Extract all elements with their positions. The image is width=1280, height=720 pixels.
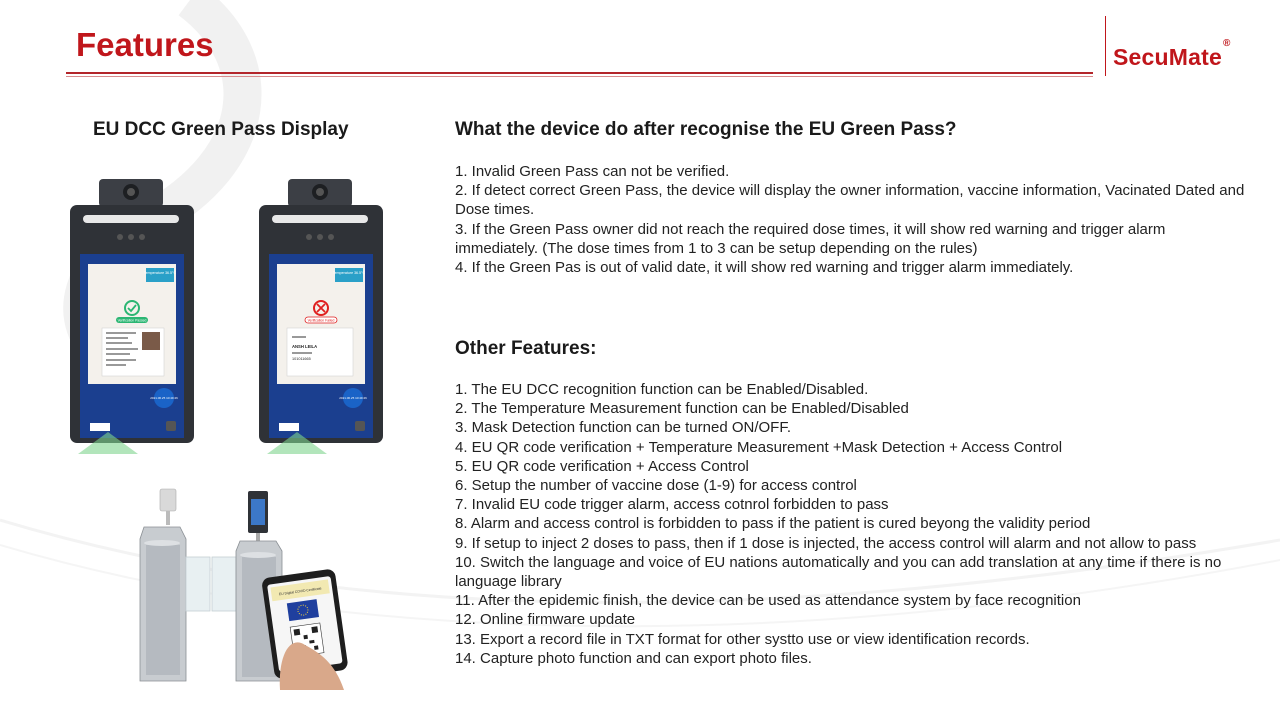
valid-time-text: 2021.06.25 10:49:46 [150,396,178,400]
list-item: 1. Invalid Green Pass can not be verified. [455,163,730,180]
after-recognition-list [455,162,1245,277]
page-title: Features [76,26,214,63]
invalid-temp-badge: Temperature 36.5°C [332,271,366,275]
valid-temp-badge: Temperature 36.5°C [143,271,177,275]
invalid-name-text: ANSH LEILA [292,344,318,349]
turnstile-phone-image [130,485,370,690]
section-other-features-heading: Other Features: [455,338,597,359]
list-item: 6. Setup the number of vaccine dose (1-9) for access control [455,477,857,495]
title-underline [66,72,1093,74]
section-after-recognition-heading: What the device do after recognise the EU Green Pass? [455,119,957,140]
list-item: 4. If the Green Pas is out of valid date, it will show red warning and trigger alarm immediately. [455,259,1074,277]
other-features-list [455,380,1245,668]
list-item: 2. The Temperature Measurement function can be Enabled/Disabled [455,400,909,418]
list-item: 5. EU QR code verification + Access Control [455,457,749,475]
phone-pass-title: EU Digital COVID Certificate [278,586,322,597]
title-underline-thin [66,76,1093,77]
invalid-status-text: Verification Failed [307,318,335,323]
list-item: 8. Alarm and access control is forbidden to pass if the patient is cured beyong the validity period [455,515,1091,533]
invalid-id-text: 101011665 [292,357,311,361]
list-item: 3. If the Green Pass owner did not reach the required dose times, it will show red warning and trigger alarm immediately. (The dose times from 1 to 3 can be setup depending on the rules) [455,220,1166,257]
list-item: 1. The EU DCC recognition function can be Enabled/Disabled. [455,381,869,398]
logo-divider [1105,16,1106,76]
device-invalid-pass-image [257,176,385,454]
list-item: 9. If setup to inject 2 doses to pass, then if 1 dose is injected, the access control will alarm and not allow to pass [455,534,1197,552]
list-item: 11. After the epidemic finish, the device can be used as attendance system by face recognition [455,592,1081,610]
list-item: 7. Invalid EU code trigger alarm, access cotnrol forbidden to pass [455,496,889,514]
device-valid-pass-image [68,176,196,454]
list-item: 10. Switch the language and voice of EU nations automatically and you can add translation at any time if there is no language library [455,553,1222,591]
valid-status-text: Verification Passed [117,318,147,323]
invalid-time-text: 2021.06.25 10:49:46 [339,396,367,400]
list-item: 14. Capture photo function and can export photo files. [455,649,812,667]
brand-logo: SecuMate® [1113,38,1231,70]
list-item: 13. Export a record file in TXT format for other systto use or view identification records. [455,630,1030,648]
list-item: 12. Online firmware update [455,611,636,629]
green-pass-display-heading: EU DCC Green Pass Display [93,119,349,140]
list-item: 4. EU QR code verification + Temperature Measurement +Mask Detection + Access Control [455,438,1063,456]
list-item: 3. Mask Detection function can be turned ON/OFF. [455,419,791,437]
list-item: 2. If detect correct Green Pass, the device will display the owner information, vaccine information, Vacinated Dated and Dose times. [455,182,1245,219]
